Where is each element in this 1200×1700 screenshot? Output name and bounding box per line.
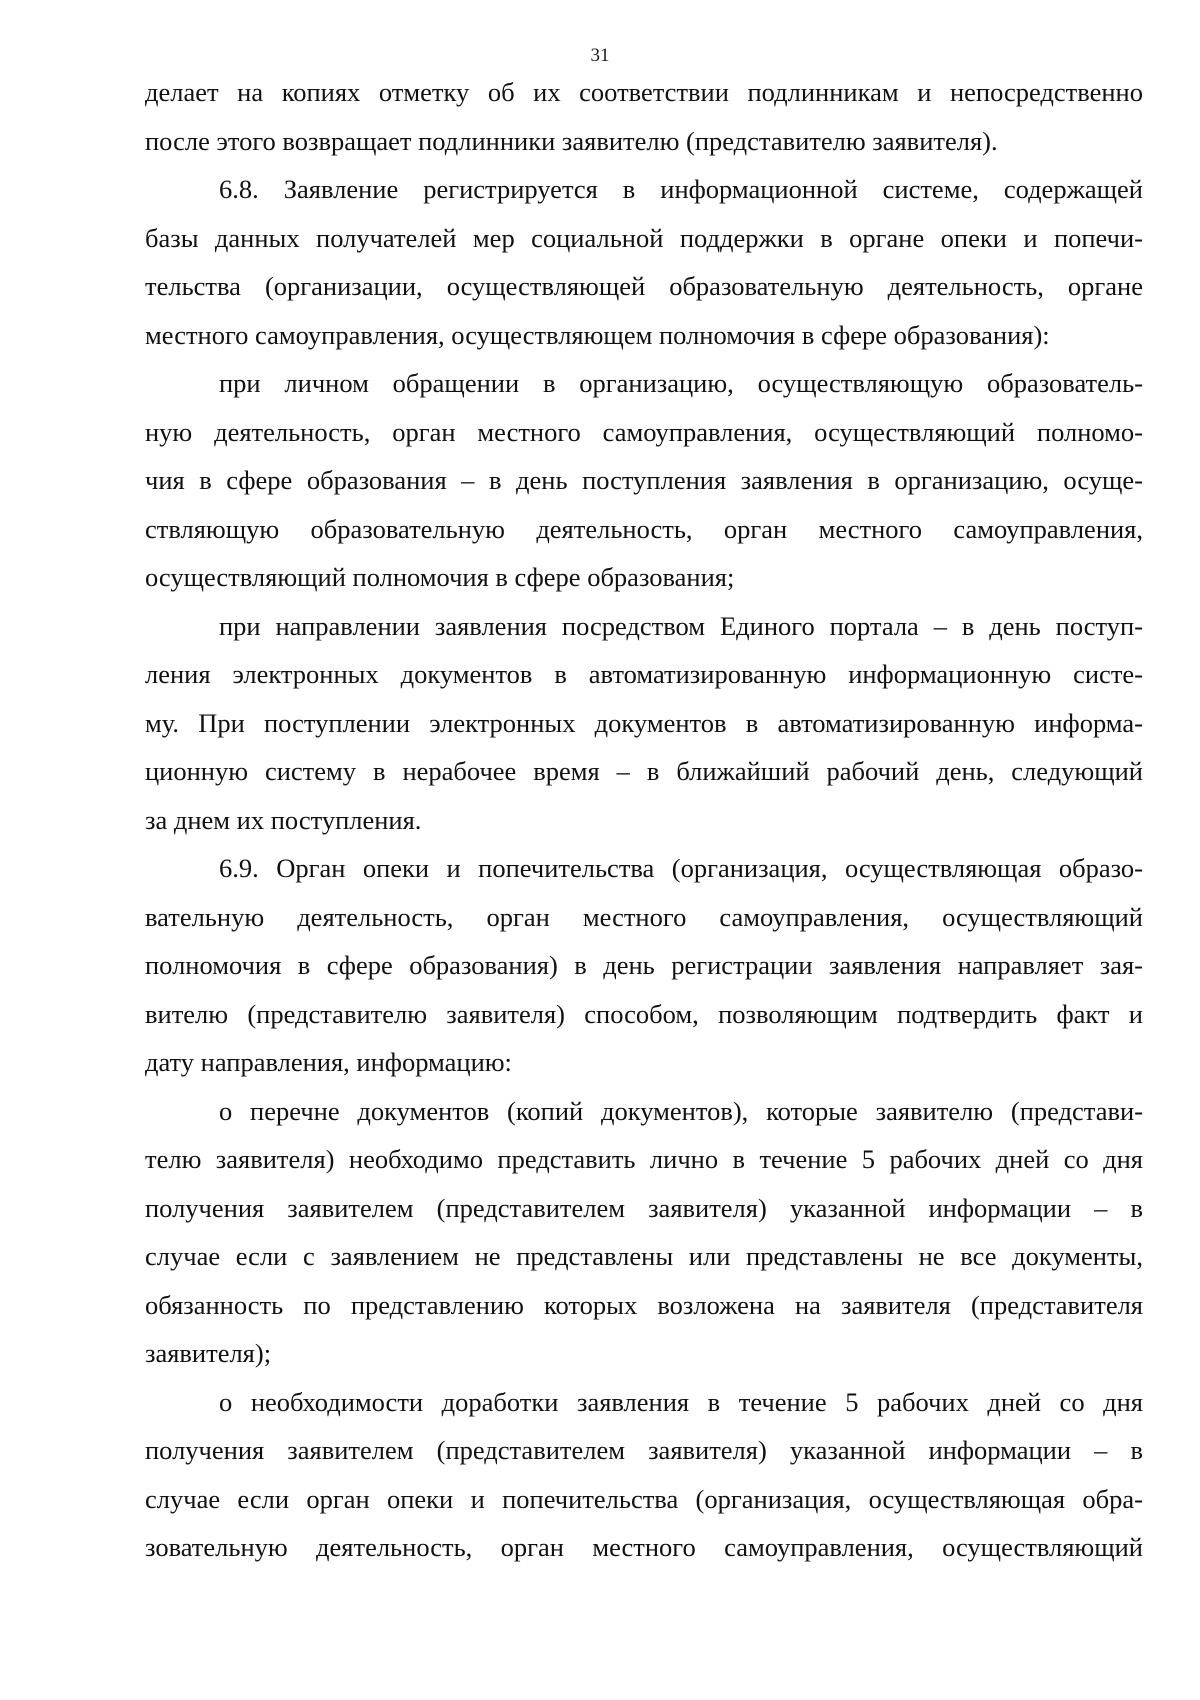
paragraph-p4-line-0: 6.9. Орган опеки и попечительства (организация, осуществляющая образо- — [219, 853, 1143, 883]
paragraph-p5-line-5: заявителя); — [145, 1338, 272, 1368]
paragraph-p4-line-3: вителю (представителю заявителя) способом, позволяющим подтвердить факт и — [145, 998, 1143, 1029]
paragraph-p6-line-1: получения заявителем (представителем заявителя) указанной информации – в — [145, 1435, 1143, 1465]
paragraph-p6-line-0: о необходимости доработки заявления в течение 5 рабочих дней со дня — [219, 1386, 1143, 1417]
paragraph-p6-line-3: зовательную деятельность, орган местного самоуправления, осуществляющий — [145, 1532, 1143, 1562]
paragraph-p5-line-1: телю заявителя) необходимо представить лично в течение 5 рабочих дней со дня — [145, 1144, 1143, 1174]
paragraph-p1-line-1: базы данных получателей мер социальной поддержки в органе опеки и попечи- — [145, 222, 1143, 253]
paragraph-p6-line-2: случае если орган опеки и попечительства (организация, осуществляющая обра- — [145, 1483, 1143, 1514]
paragraph-p0-line-0: делает на копиях отметку об их соответствии подлинникам и непосредственно — [145, 77, 1143, 107]
paragraph-p4-line-2: полномочия в сфере образования) в день регистрации заявления направляет зая- — [145, 950, 1143, 980]
paragraph-p5-line-3: случае если с заявлением не представлены или представлены не все документы, — [145, 1241, 1143, 1271]
paragraph-p4-line-1: вательную деятельность, орган местного самоуправления, осуществляющий — [145, 901, 1143, 932]
paragraph-p5-line-0: о перечне документов (копий документов), которые заявителю (представи- — [219, 1095, 1143, 1126]
page-number: 31 — [590, 45, 610, 66]
paragraph-p0-line-1: после этого возвращает подлинники заявителю (представителю заявителя). — [145, 125, 998, 156]
paragraph-p3-line-3: ционную систему в нерабочее время – в ближайший рабочий день, следующий — [145, 756, 1143, 786]
paragraph-p2-line-2: чия в сфере образования – в день поступления заявления в организацию, осуще- — [145, 465, 1143, 495]
paragraph-p1-line-3: местного самоуправления, осуществляющем полномочия в сфере образования): — [145, 319, 1050, 350]
paragraph-p3-line-1: ления электронных документов в автоматизированную информационную систе- — [145, 659, 1143, 689]
paragraph-p2-line-3: ствляющую образовательную деятельность, орган местного самоуправления, — [145, 513, 1143, 544]
paragraph-p2-line-0: при личном обращении в организацию, осуществляющую образователь- — [219, 368, 1143, 398]
paragraph-p2-line-4: осуществляющий полномочия в сфере образования; — [145, 562, 735, 592]
paragraph-p2-line-1: ную деятельность, орган местного самоуправления, осуществляющий полномо- — [145, 416, 1143, 447]
paragraph-p5-line-4: обязанность по представлению которых возложена на заявителя (представителя — [145, 1289, 1143, 1320]
paragraph-p1-line-0: 6.8. Заявление регистрируется в информационной системе, содержащей — [219, 174, 1143, 204]
paragraph-p4-line-4: дату направления, информацию: — [145, 1047, 512, 1077]
paragraph-p3-line-4: за днем их поступления. — [145, 804, 422, 835]
paragraph-p3-line-0: при направлении заявления посредством Единого портала – в день поступ- — [219, 610, 1143, 641]
paragraph-p3-line-2: му. При поступлении электронных документов в автоматизированную информа- — [145, 707, 1143, 738]
paragraph-p5-line-2: получения заявителем (представителем заявителя) указанной информации – в — [145, 1192, 1143, 1223]
paragraph-p1-line-2: тельства (организации, осуществляющей образовательную деятельность, органе — [145, 271, 1143, 301]
document-body — [145, 68, 1143, 1572]
